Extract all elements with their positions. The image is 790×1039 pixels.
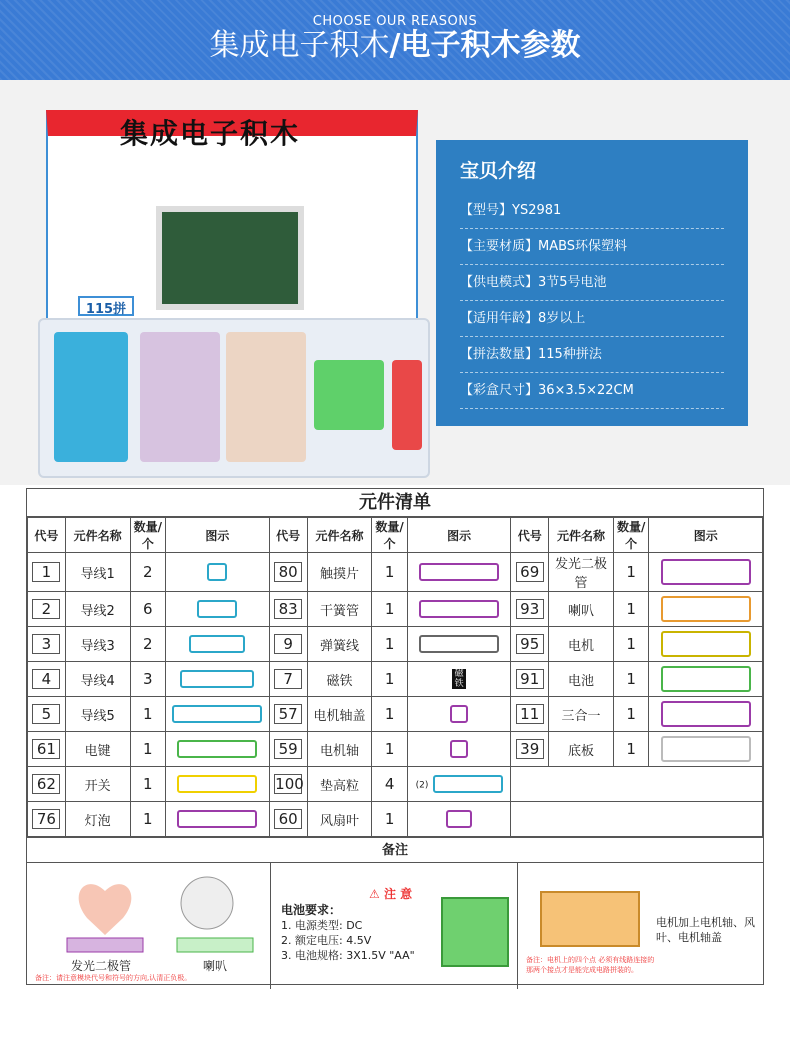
part-name: 发光二极管	[554, 557, 607, 591]
table-row	[28, 627, 763, 662]
part-qty: 4	[384, 775, 395, 793]
part-code: 4	[32, 669, 60, 689]
part-code: 5	[32, 704, 60, 724]
th-name: 元件名称	[549, 518, 614, 553]
part-code: 95	[516, 634, 544, 654]
th-qty: 数量/个	[372, 518, 408, 553]
part-name: 电机轴	[319, 743, 359, 759]
part-icon	[419, 600, 499, 618]
battery-line-3: 3. 电池规格: 3X1.5V "AA"	[281, 949, 415, 962]
part-qty: 1	[384, 563, 395, 581]
part-qty: 1	[384, 740, 395, 758]
part-name: 导线5	[80, 708, 115, 724]
part-icon	[172, 705, 262, 723]
battery-line-1: 1. 电源类型: DC	[281, 919, 363, 932]
part-icon	[197, 600, 237, 618]
part-code: 57	[274, 704, 302, 724]
part-code: 91	[516, 669, 544, 689]
table-row	[28, 553, 763, 592]
note-motor	[518, 863, 763, 989]
part-name: 导线2	[80, 603, 115, 619]
part-name: 导线1	[80, 566, 115, 582]
notes-title: 备注	[27, 837, 763, 863]
box-lid	[46, 110, 418, 335]
part-qty: 1	[384, 705, 395, 723]
tray-wires	[54, 332, 128, 462]
part-qty: 6	[143, 600, 153, 618]
part-code: 9	[274, 634, 302, 654]
part-icon	[450, 740, 468, 758]
part-name: 喇叭	[567, 603, 594, 619]
part-icon	[189, 635, 245, 653]
notes-section	[27, 863, 763, 989]
part-qty: 1	[143, 810, 153, 828]
part-code: 69	[516, 562, 544, 582]
th-name: 元件名称	[307, 518, 372, 553]
part-code: 80	[274, 562, 302, 582]
part-name: 底板	[567, 743, 594, 759]
info-row-age: 【适用年龄】8岁以上	[460, 301, 724, 337]
part-icon	[419, 635, 499, 653]
part-icon	[661, 736, 751, 762]
battery-title: 电池要求：	[281, 903, 342, 917]
table-row	[28, 697, 763, 732]
parts-table-header	[28, 518, 763, 553]
spacer-count: (2)	[415, 780, 429, 791]
led-speaker-graphic	[27, 863, 271, 989]
part-qty: 1	[143, 775, 153, 793]
box-count: 115拼	[78, 296, 134, 316]
info-title: 宝贝介绍	[460, 160, 537, 182]
part-qty: 1	[384, 670, 395, 688]
motor-note-label: 电机加上电机轴、风叶、电机轴盖	[656, 916, 756, 944]
speaker-module-icon	[177, 938, 253, 952]
banner-title-sep: /	[389, 28, 401, 63]
th-pic: 图示	[407, 518, 510, 553]
blackboard-graphic	[156, 206, 304, 310]
part-name: 触摸片	[319, 566, 359, 582]
part-qty: 1	[384, 810, 395, 828]
part-code: 59	[274, 739, 302, 759]
part-name: 电键	[84, 743, 111, 759]
product-image	[38, 110, 430, 480]
part-code: 2	[32, 599, 60, 619]
part-qty: 1	[143, 740, 153, 758]
led-heart-icon	[79, 884, 132, 935]
part-name: 开关	[84, 778, 111, 794]
header-banner	[0, 0, 790, 80]
part-code: 1	[32, 562, 60, 582]
led-module-icon	[67, 938, 143, 952]
part-icon	[177, 775, 257, 793]
part-code: 93	[516, 599, 544, 619]
part-qty: 1	[626, 705, 636, 723]
tray-board	[314, 360, 384, 430]
part-qty: 1	[626, 670, 636, 688]
part-name: 电池	[567, 673, 594, 689]
part-qty: 1	[626, 635, 636, 653]
part-name: 垫高粒	[319, 778, 359, 794]
part-name: 弹簧线	[319, 638, 359, 654]
part-code: 60	[274, 809, 302, 829]
part-name: 电机	[567, 638, 594, 654]
part-icon	[661, 701, 751, 727]
part-name: 干簧管	[319, 603, 359, 619]
part-qty: 2	[143, 635, 153, 653]
info-row-power: 【供电模式】3节5号电池	[460, 265, 724, 301]
part-code: 7	[274, 669, 302, 689]
part-icon	[433, 775, 503, 793]
part-qty: 1	[626, 740, 636, 758]
table-row	[28, 662, 763, 697]
note-3: 备注：电机上的四个点 必须有线路连接的那两个接点才是能完成电路拼装的。	[526, 956, 655, 974]
part-qty: 1	[626, 563, 636, 581]
part-code: 11	[516, 704, 544, 724]
part-name: 导线4	[80, 673, 115, 689]
part-name: 电机轴盖	[313, 708, 366, 724]
product-info-panel	[436, 140, 748, 426]
part-icon	[661, 559, 751, 585]
battery-pack-icon	[441, 897, 509, 967]
part-icon	[207, 563, 227, 581]
motor-module-icon	[540, 891, 640, 947]
part-icon	[450, 705, 468, 723]
part-code: 61	[32, 739, 60, 759]
part-code: 100	[275, 775, 304, 793]
parts-list-title: 元件清单	[27, 489, 763, 517]
battery-line-2: 2. 额定电压: 4.5V	[281, 934, 372, 947]
part-icon	[419, 563, 499, 581]
table-row	[28, 767, 763, 802]
part-qty: 2	[143, 563, 153, 581]
part-icon	[180, 670, 254, 688]
attention-label: ⚠ 注 意	[369, 887, 413, 901]
part-qty: 1	[384, 600, 395, 618]
banner-english: CHOOSE OUR REASONS	[312, 14, 478, 29]
table-row	[28, 802, 763, 837]
parts-table	[27, 517, 763, 837]
part-name: 三合一	[561, 708, 601, 724]
part-qty: 1	[626, 600, 636, 618]
th-qty: 数量/个	[613, 518, 649, 553]
note-1: 备注：请注意模块代号和符号的方向,认清正负极。	[35, 974, 192, 982]
parts-tray	[38, 318, 430, 478]
note-speaker-label: 喇叭	[203, 959, 228, 973]
th-pic: 图示	[649, 518, 763, 553]
part-name: 风扇叶	[319, 813, 359, 829]
table-row	[28, 732, 763, 767]
part-name: 磁铁	[326, 673, 353, 689]
info-row-material: 【主要材质】MABS环保塑料	[460, 229, 724, 265]
part-code: 3	[32, 634, 60, 654]
part-icon	[661, 631, 751, 657]
part-name: 导线3	[80, 638, 115, 654]
part-name: 灯泡	[84, 813, 111, 829]
magnet-icon: 磁铁	[452, 669, 466, 689]
th-code: 代号	[28, 518, 66, 553]
tray-parts-a	[140, 332, 220, 462]
note-battery	[271, 863, 518, 989]
th-code: 代号	[269, 518, 307, 553]
part-icon	[661, 596, 751, 622]
product-section	[0, 80, 790, 485]
attention-text: 注 意	[383, 887, 413, 901]
table-row	[28, 592, 763, 627]
part-code: 39	[516, 739, 544, 759]
th-pic: 图示	[166, 518, 270, 553]
part-icon	[446, 810, 472, 828]
parts-list	[26, 488, 764, 985]
tray-parts-c	[392, 360, 422, 450]
part-qty: 1	[143, 705, 153, 723]
tray-parts-b	[226, 332, 306, 462]
part-code: 62	[32, 774, 60, 794]
note-led-label: 发光二极管	[71, 959, 132, 973]
part-code: 83	[274, 599, 302, 619]
part-icon	[177, 740, 257, 758]
part-icon	[661, 666, 751, 692]
info-row-count: 【拼法数量】115种拼法	[460, 337, 724, 373]
th-qty: 数量/个	[130, 518, 166, 553]
note-led-speaker	[27, 863, 271, 989]
part-icon	[177, 810, 257, 828]
th-code: 代号	[511, 518, 549, 553]
speaker-grille-icon	[181, 877, 233, 929]
banner-title-light: 集成电子积木	[209, 28, 390, 63]
info-row-size: 【彩盒尺寸】36×3.5×22CM	[460, 373, 724, 409]
box-title: 集成电子积木	[120, 117, 301, 150]
banner-title	[0, 29, 790, 63]
part-qty: 1	[384, 635, 395, 653]
part-code: 76	[32, 809, 60, 829]
th-name: 元件名称	[65, 518, 130, 553]
part-qty: 3	[143, 670, 153, 688]
info-row-model: 【型号】YS2981	[460, 193, 724, 229]
banner-title-bold: 电子积木参数	[400, 28, 581, 63]
